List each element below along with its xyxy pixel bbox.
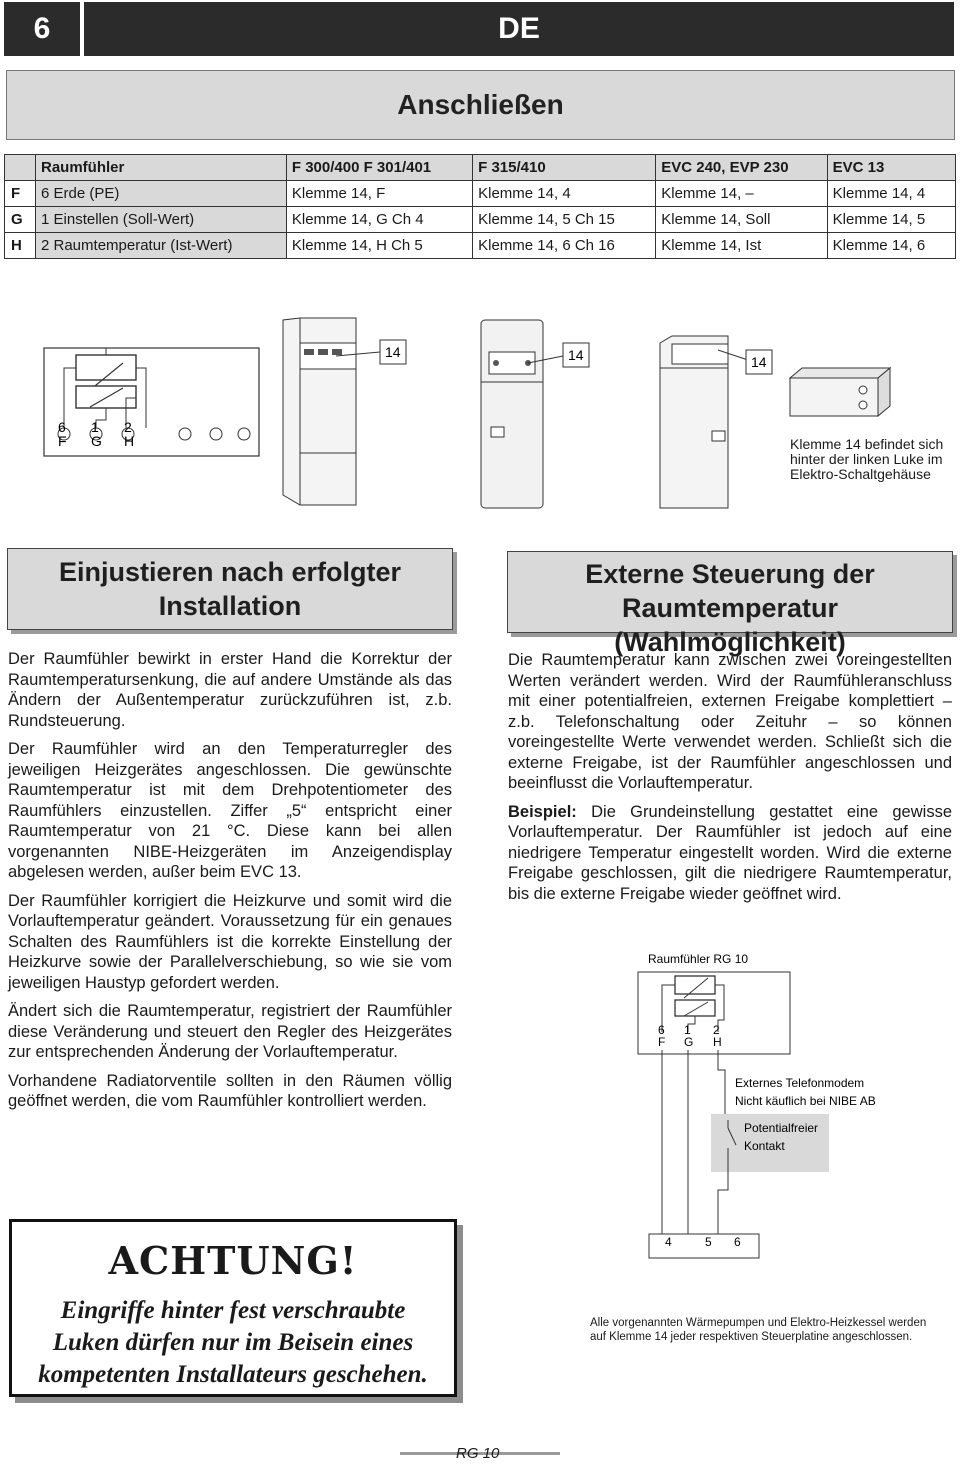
row-key: H (5, 233, 36, 259)
warning-line: Eingriffe hinter fest verschraubte (60, 1297, 406, 1324)
terminal-number: 1 (91, 419, 99, 435)
terminal-letter: F (58, 433, 67, 449)
terminal-note: Klemme 14 befindet sich hinter der linken Luke im Elektro-Schaltgehäuse (790, 436, 944, 482)
paragraph: Der Raumfühler wird an den Temperaturregler des jeweiligen Heizgerätes angeschlossen. Die gewünschte Raumtemperatur ist mit dem Drehpotentiometer des Raumfühlers einzustellen. Ziffer „5“ entspricht einer Raumtemperatur von 21 °C. Diese kann bei allen vorgenannten NIBE-Heizgeräten im Anzeigendisplay abgelesen werden, außer beim EVC 13. (8, 740, 452, 881)
section-heading-adjustment: Einjustieren nach erfolgter Installation (7, 548, 453, 630)
page-title: Anschließen (6, 70, 955, 140)
terminal-letter: F (658, 1035, 666, 1049)
callout-number: 14 (568, 347, 584, 363)
table-cell: 1 Einstellen (Soll-Wert) (36, 207, 287, 233)
example-text: Die Grundeinstellung gestattet eine gewisse Vorlauftemperatur. Der Raumfühler ist jedoch auf eine niedrigere Temperatur eingestellt worden. Wird die externe Freigabe geschlossen, gilt die niedrigere Raumtemperatur, bis die externe Freigabe wieder geöffnet wird. (508, 802, 952, 903)
paragraph: Vorhandene Radiatorventile sollten in den Räumen völlig geöffnet werden, die vom Raumfühler kontrolliert werden. (8, 1071, 452, 1110)
table-cell: Klemme 14, 4 (827, 181, 955, 207)
table-header: F 315/410 (473, 155, 656, 181)
modem-label: Externes Telefonmodem (735, 1076, 865, 1090)
terminal-number: 6 (734, 1235, 741, 1249)
example-label: Beispiel: (508, 802, 577, 821)
terminal-letter: G (91, 433, 102, 449)
terminal-number: 1 (684, 1023, 691, 1037)
paragraph: Die Raumtemperatur kann zwischen zwei voreingestellten Werten verändert werden. Wird der Raumfühleranschluss mit einer potentialfreien, externen Freigabe komplettiert – z.b. Telefonschaltung oder Zeituhr – so können voreingestellte Werte verwendet werden. Schließt sich die externe Freigabe, ist der Raumfühler angeschlossen und beeinflusst die Vorlauftemperatur. (508, 651, 952, 792)
sensor-label: Raumfühler RG 10 (648, 952, 749, 966)
language-header: DE (84, 2, 954, 56)
callout-number: 14 (751, 354, 767, 370)
section-heading-external-control: Externe Steuerung der Raumtemperatur (Wahlmöglichkeit) (507, 551, 953, 633)
contact-label: Potentialfreier (744, 1121, 819, 1135)
terminal-number: 6 (658, 1023, 665, 1037)
modem-label: Nicht käuflich bei NIBE AB (735, 1094, 876, 1108)
terminal-number: 2 (124, 419, 132, 435)
warning-title: ACHTUNG! (108, 1238, 358, 1283)
table-cell: 2 Raumtemperatur (Ist-Wert) (36, 233, 287, 259)
warning-box (9, 1219, 457, 1397)
terminal-number: 4 (665, 1235, 672, 1249)
terminal-number: 5 (705, 1235, 712, 1249)
row-key: G (5, 207, 36, 233)
table-header: Raumfühler (36, 155, 287, 181)
page-number: 6 (4, 2, 80, 56)
terminal-footnote: Alle vorgenannten Wärmepumpen und Elektro-Heizkessel werden auf Klemme 14 jeder respektiven Steuerplatine angeschlossen. (590, 1317, 927, 1343)
table-cell: Klemme 14, F (286, 181, 472, 207)
table-cell: Klemme 14, 5 Ch 15 (473, 207, 656, 233)
terminal-letter: G (684, 1035, 694, 1049)
terminal-number: 6 (58, 419, 66, 435)
table-cell: Klemme 14, H Ch 5 (286, 233, 472, 259)
table-header: EVC 13 (827, 155, 955, 181)
table-cell: Klemme 14, 6 Ch 16 (473, 233, 656, 259)
table-cell: Klemme 14, Soll (656, 207, 827, 233)
terminal-letter: H (713, 1035, 722, 1049)
terminal-number: 2 (713, 1023, 720, 1037)
callout-number: 14 (385, 344, 401, 360)
paragraph: Der Raumfühler bewirkt in erster Hand die Korrektur der Raumtemperatursenkung, die auf andere Umstände als das Ändern der Außentemperatur zurückzuführen ist, z.b. Rundsteuerung. (8, 650, 452, 730)
warning-line: Luken dürfen nur im Beisein eines (52, 1329, 414, 1356)
row-key: F (5, 181, 36, 207)
warning-line: kompetenten Installateurs geschehen. (38, 1361, 428, 1388)
paragraph: Der Raumfühler korrigiert die Heizkurve und somit wird die Vorlauftemperatur geändert. Voraussetzung für ein genaues Schalten des Raumfühlers ist die korrekte Einstellung der Heizkurve sowie der Parallelverschiebung, so wie sie vom jeweiligen Haustyp gefordert werden. (8, 891, 452, 992)
paragraph: Ändert sich die Raumtemperatur, registriert der Raumfühler diese Veränderung und steuert den Regler des Heizgerätes zur entsprechenden Änderung der Vorlauftemperatur. (8, 1002, 452, 1061)
footer-label: RG 10 (456, 1445, 500, 1462)
table-cell: 6 Erde (PE) (36, 181, 287, 207)
contact-label: Kontakt (744, 1139, 785, 1153)
warning-text (12, 1295, 454, 1391)
table-cell: Klemme 14, G Ch 4 (286, 207, 472, 233)
table-header: F 300/400 F 301/401 (286, 155, 472, 181)
table-header: EVC 240, EVP 230 (656, 155, 827, 181)
table-cell: Klemme 14, 4 (473, 181, 656, 207)
table-cell: Klemme 14, 5 (827, 207, 955, 233)
table-cell: Klemme 14, Ist (656, 233, 827, 259)
terminal-letter: H (124, 433, 135, 449)
table-cell: Klemme 14, 6 (827, 233, 955, 259)
table-cell: Klemme 14, – (656, 181, 827, 207)
